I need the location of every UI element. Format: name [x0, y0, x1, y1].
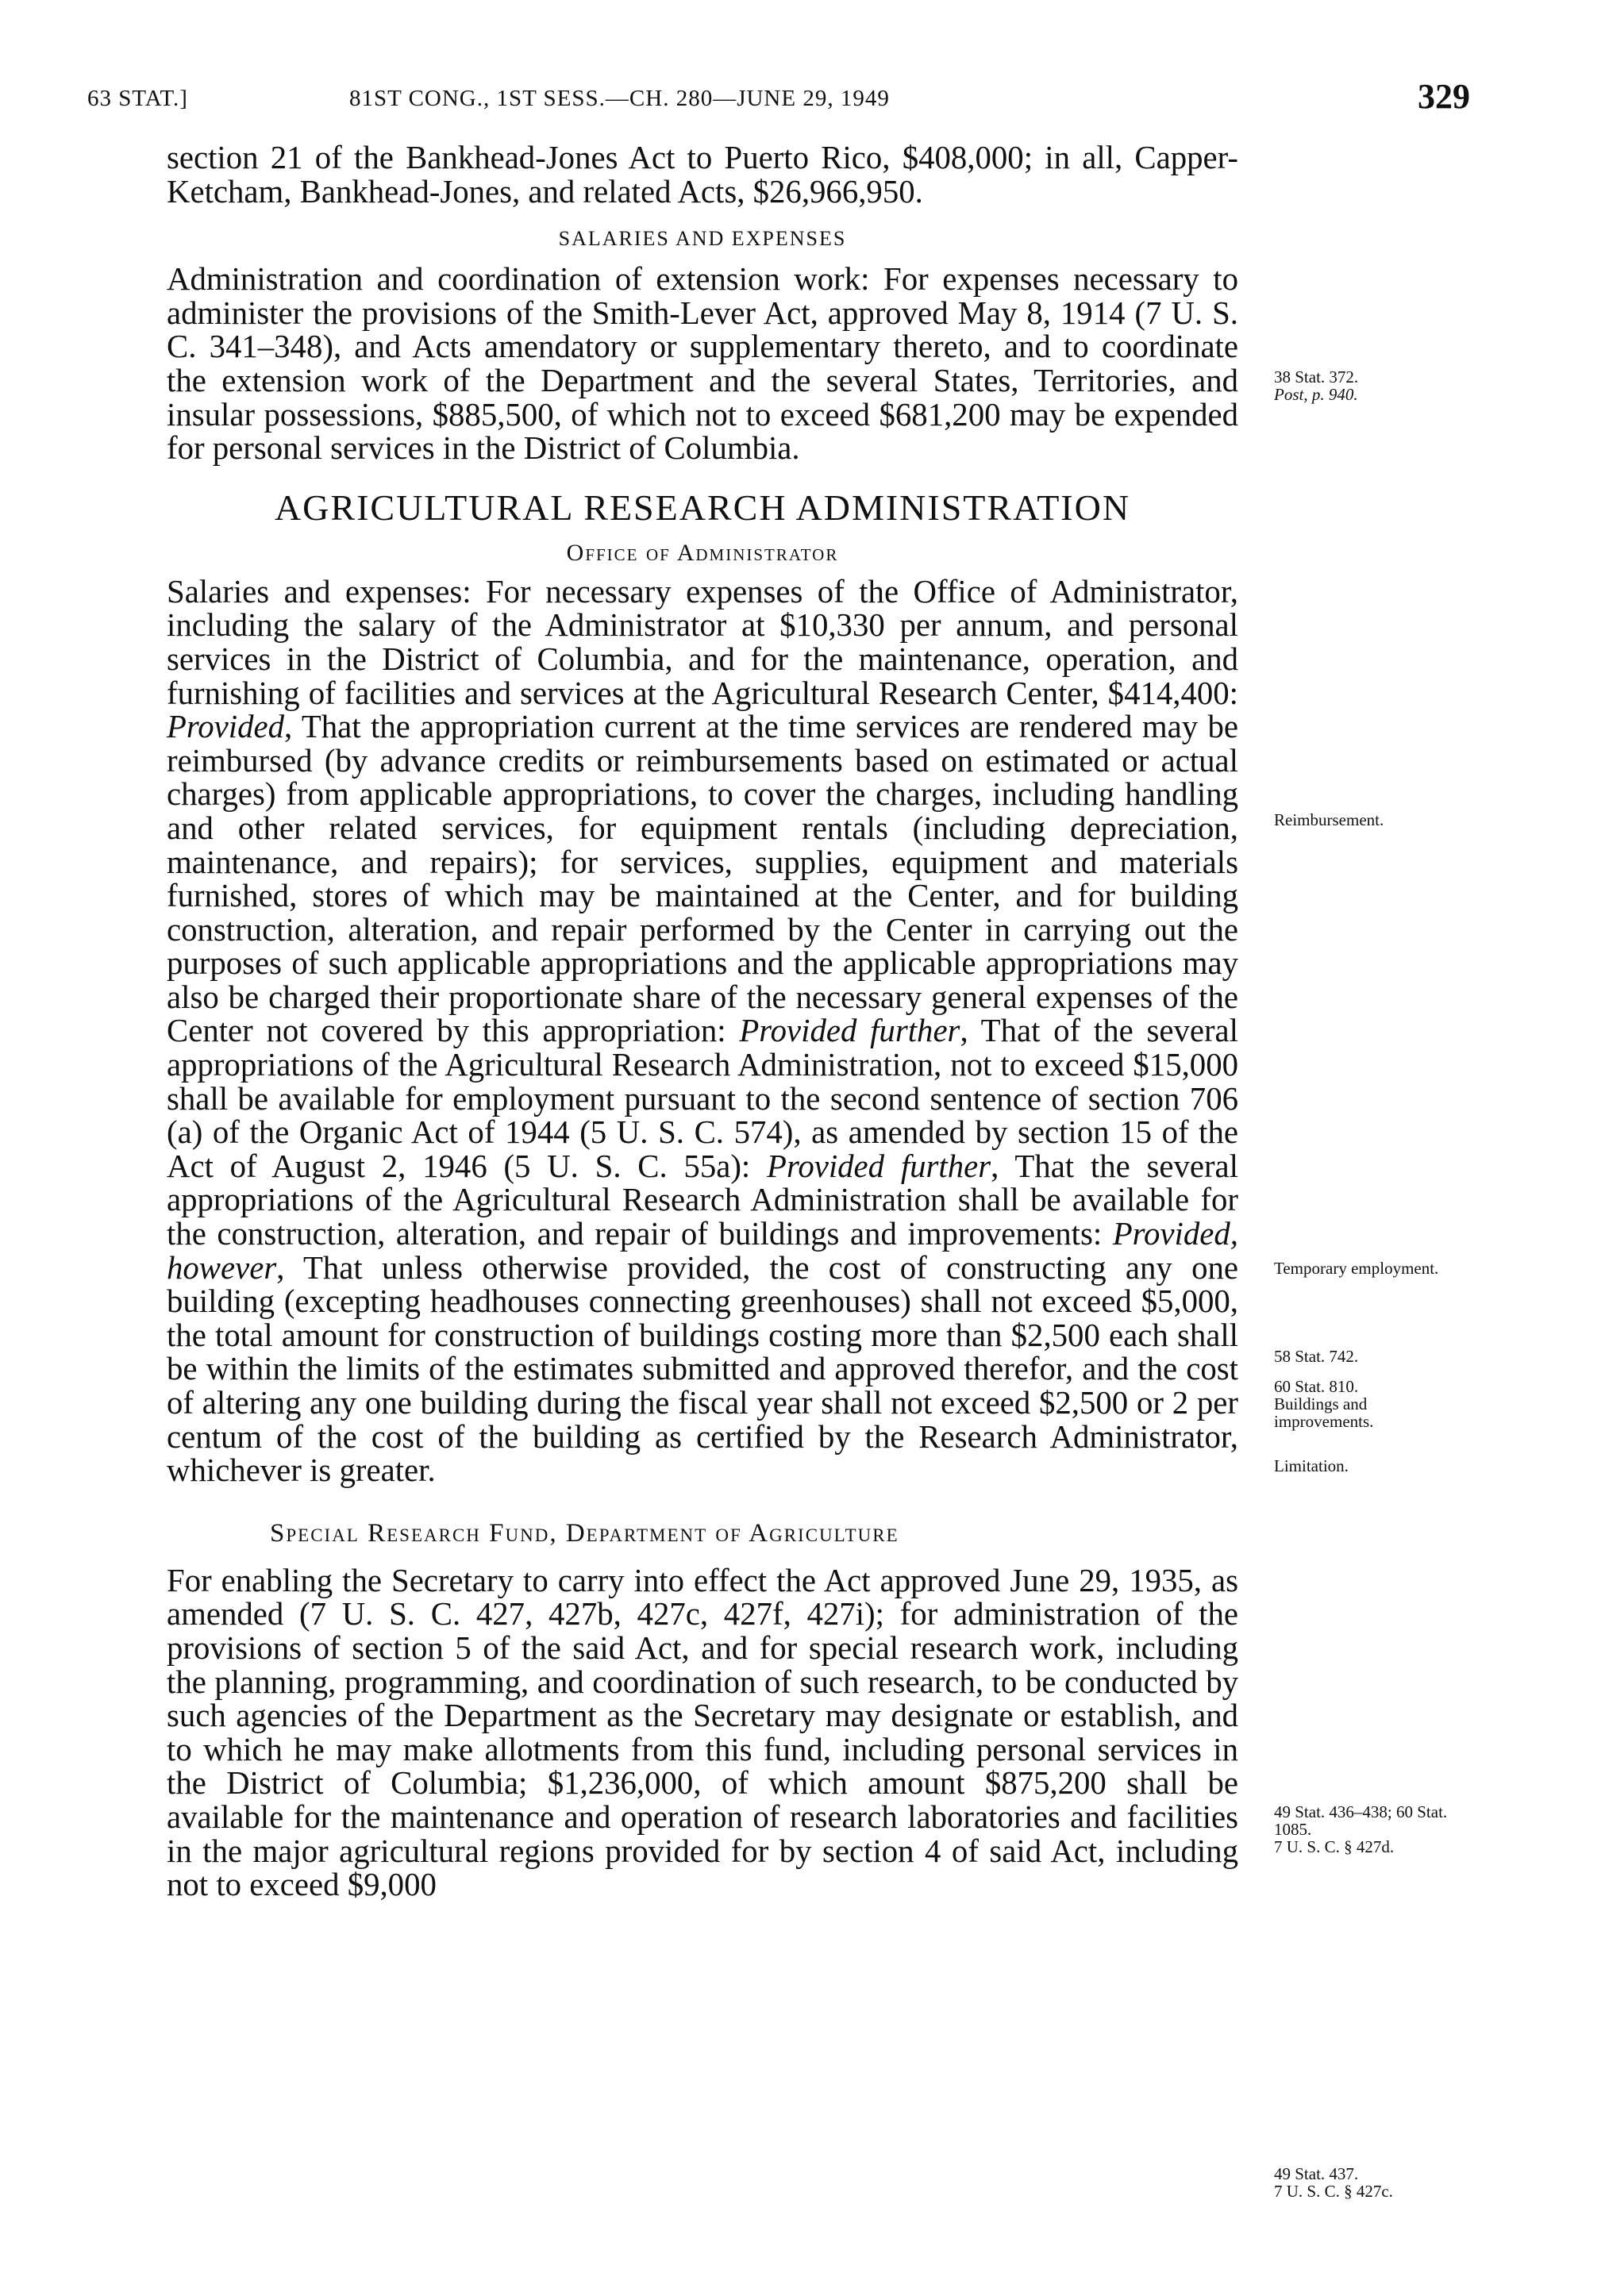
margin-note-reimbursement: Reimbursement. [1274, 810, 1384, 829]
heading-agricultural-research-administration: AGRICULTURAL RESEARCH ADMINISTRATION [274, 487, 1131, 528]
margin-note-citation-58: 58 Stat. 742. [1274, 1347, 1359, 1366]
margin-note-buildings: Buildings and improvements. [1274, 1394, 1374, 1431]
main-text [167, 141, 1238, 1902]
margin-note-citation-60: 60 Stat. 810. [1274, 1377, 1359, 1396]
page-number: 329 [1418, 77, 1470, 116]
margin-note-citation: 38 Stat. 372. Post, p. 940. [1274, 367, 1359, 404]
heading-salaries-expenses: SALARIES AND EXPENSES [558, 227, 847, 251]
paragraph-continued: section 21 of the Bankhead-Jones Act to Puerto Rico, $408,000; in all, Capper-Ketcham, Bankhead-Jones, and related Acts, $26,966,950. [167, 140, 1238, 210]
running-header-volume: 63 STAT.] [87, 86, 188, 111]
heading-special-research-fund: Special Research Fund, Department of Agriculture [270, 1518, 899, 1548]
paragraph-office-salaries: Salaries and expenses: For necessary expenses of the Office of Administrator, including the salary of the Administrator at $10,330 per annum, and personal services in the District of Columbia, and for the maintenance, operation, and furnishing of facilities and services at the Agricultural Research Center, $414,400: Provided, That the appropriation current at the time services are rendered may be reimbursed (by advance credits or reimbursements based on estimated or actual charges) from applicable appropriations, to cover the charges, including handling and other related services, for equipment rentals (including depreciation, maintenance, and repairs); for services, supplies, equipment and materials furnished, stores of which may be maintained at the Center, and for building construction, alteration, and repair performed by the Center in carrying out the purposes of such applicable appropriations and the applicable appropriations may also be charged their proportionate share of the necessary general expenses of the Center not covered by this appropriation: Provided further, That of the several appropriations of the Agricultural Research Administration, not to exceed $15,000 shall be available for employment pursuant to the second sentence of section 706 (a) of the Organic Act of 1944 (5 U. S. C. 574), as amended by section 15 of the Act of August 2, 1946 (5 U. S. C. 55a): Provided further, That the several appropriations of the Agricultural Research Administration shall be available for the construction, alteration, and repair of buildings and improvements: Provided, however, That unless otherwise provided, the cost of constructing any one building (excepting headhouses connecting greenhouses) shall not exceed $5,000, the total amount for construction of buildings costing more than $2,500 each shall be within the limits of the estimates submitted and approved therefor, and the cost of altering any one building during the fiscal year shall not exceed $2,500 or 2 per centum of the cost of the building as certified by the Research Administrator, whichever is greater. [167, 573, 1239, 1489]
heading-office-of-administrator: Office of Administrator [566, 539, 839, 566]
paragraph-administration: Administration and coordination of extension work: For expenses necessary to administer the provisions of the Smith-Lever Act, approved May 8, 1914 (7 U. S. C. 341–348), and Acts amendatory or supplementary thereto, and to coordinate the extension work of the Department and the several States, Territories, and insular possessions, $885,500, of which not to exceed $681,200 may be expended for personal services in the District of Columbia. [167, 261, 1238, 467]
margin-note-citation-49: 49 Stat. 436–438; 60 Stat. 1085. 7 U. S. C. § 427d. [1274, 1802, 1448, 1856]
margin-note-citation-49-437: 49 Stat. 437. 7 U. S. C. § 427c. [1274, 2164, 1393, 2201]
margin-note-limitation: Limitation. [1274, 1456, 1349, 1475]
paragraph-special-research: For enabling the Secretary to carry into effect the Act approved June 29, 1935, as amended (7 U. S. C. 427, 427b, 427c, 427f, 427i); for administration of the provisions of section 5 of the said Act, and for special research work, including the planning, programming, and coordination of such research, to be conducted by such agencies of the Department as the Secretary may designate or establish, and to which he may make allotments from this fund, including personal services in the District of Columbia; $1,236,000, of which amount $875,200 shall be available for the maintenance and operation of research laboratories and facilities in the major agricultural regions provided for by section 4 of said Act, including not to exceed $9,000 [167, 1562, 1238, 1903]
margin-note-temporary-employment: Temporary employment. [1274, 1259, 1439, 1278]
running-header-session: 81ST CONG., 1ST SESS.—CH. 280—JUNE 29, 1949 [349, 86, 890, 111]
